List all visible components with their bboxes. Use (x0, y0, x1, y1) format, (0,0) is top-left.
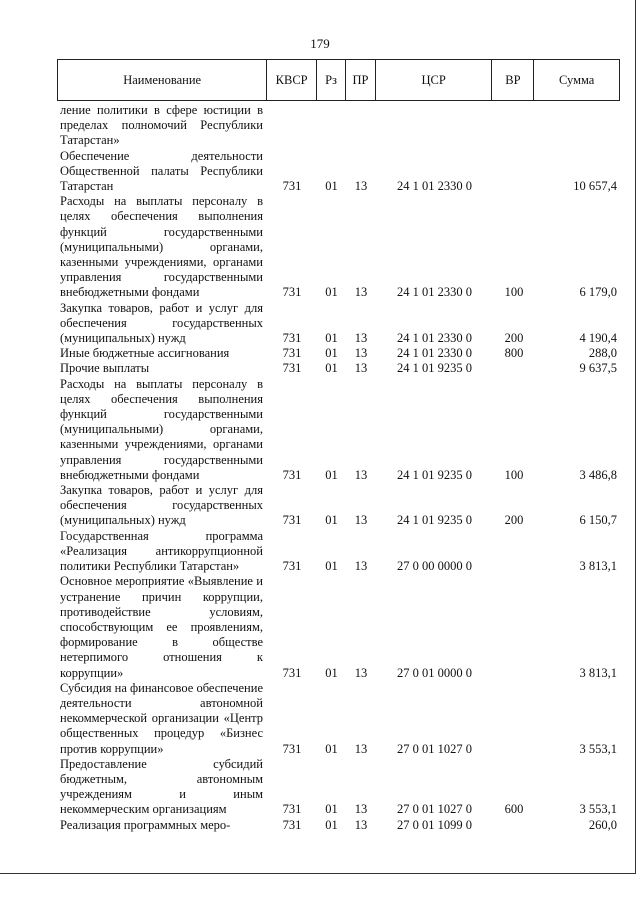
row-rz: 01 (325, 361, 338, 376)
row-name: Расходы на выплаты персоналу в целях обеспечения выполнения функций государственными (муниципальными) органами, казенными учреждениями, органами управления государственными внебюджетными фондами (60, 376, 263, 482)
row-vr: 200 (504, 513, 524, 528)
row-kvsr: 731 (282, 346, 302, 361)
row-pr: 13 (354, 361, 368, 376)
row-csr: 24 1 01 2330 0 (397, 179, 472, 194)
row-csr: 24 1 01 2330 0 (397, 331, 472, 346)
row-pr: 13 (354, 665, 368, 680)
row-sum: 3 813,1 (579, 559, 617, 574)
row-csr: 24 1 01 9235 0 (397, 513, 472, 528)
row-pr: 13 (354, 331, 368, 346)
row-name: Закупка товаров, работ и услуг для обеспечения государственных (муниципальных) нужд (60, 483, 263, 528)
header-kvsr: КВСР (266, 60, 316, 100)
row-csr: 27 0 00 0000 0 (397, 559, 472, 574)
table-row (60, 103, 620, 149)
page-frame-right-edge (635, 0, 636, 873)
row-kvsr: 731 (282, 802, 302, 817)
row-rz: 01 (325, 802, 338, 817)
row-sum: 288,0 (588, 346, 617, 361)
header-csr: ЦСР (375, 60, 492, 100)
row-sum: 4 190,4 (579, 331, 617, 346)
row-rz: 01 (325, 179, 338, 194)
row-csr: 27 0 01 1027 0 (397, 802, 472, 817)
row-sum: 6 179,0 (579, 285, 617, 300)
row-pr: 13 (354, 179, 368, 194)
table-row (60, 681, 620, 757)
table-row (60, 301, 620, 347)
row-csr: 24 1 01 2330 0 (397, 346, 472, 361)
row-vr: 100 (504, 285, 524, 300)
row-csr: 24 1 01 2330 0 (397, 285, 472, 300)
row-kvsr: 731 (282, 361, 302, 376)
row-kvsr: 731 (282, 467, 302, 482)
row-pr: 13 (354, 559, 368, 574)
row-pr: 13 (354, 802, 368, 817)
row-rz: 01 (325, 665, 338, 680)
page-number: 179 (310, 36, 330, 51)
header-rz: Рз (316, 60, 345, 100)
row-name: ление политики в сфере юстиции в пределах полномочий Республики Татарстан» (60, 103, 263, 148)
table-row (60, 149, 620, 195)
row-csr: 27 0 01 1027 0 (397, 741, 472, 756)
row-pr: 13 (354, 346, 368, 361)
row-pr: 13 (354, 817, 368, 832)
row-name: Иные бюджетные ассигнования (60, 346, 230, 361)
row-rz: 01 (325, 559, 338, 574)
row-rz: 01 (325, 817, 338, 832)
row-rz: 01 (325, 513, 338, 528)
row-sum: 9 637,5 (579, 361, 617, 376)
row-vr: 800 (504, 346, 524, 361)
table-header (57, 59, 620, 101)
row-rz: 01 (325, 285, 338, 300)
row-name: Государственная программа «Реализация антикоррупционной политики Республики Татарстан» (60, 528, 263, 574)
row-kvsr: 731 (282, 285, 302, 300)
row-name: Закупка товаров, работ и услуг для обеспечения государственных (муниципальных) нужд (60, 300, 263, 346)
table-row (60, 757, 620, 818)
row-kvsr: 731 (282, 741, 302, 756)
row-sum: 260,0 (588, 817, 617, 832)
row-kvsr: 731 (282, 665, 302, 680)
row-kvsr: 731 (282, 817, 302, 832)
row-csr: 27 0 01 0000 0 (397, 665, 472, 680)
table-row (60, 574, 620, 680)
row-name: Обеспечение деятельности Общественной палаты Республики Татарстан (60, 148, 263, 194)
row-kvsr: 731 (282, 513, 302, 528)
row-rz: 01 (325, 467, 338, 482)
row-csr: 24 1 01 9235 0 (397, 361, 472, 376)
row-name: Реализация программных меро- (60, 817, 231, 832)
row-rz: 01 (325, 346, 338, 361)
row-pr: 13 (354, 741, 368, 756)
row-vr: 600 (504, 802, 524, 817)
row-pr: 13 (354, 513, 368, 528)
row-csr: 27 0 01 1099 0 (397, 817, 472, 832)
table-row (60, 361, 620, 376)
row-sum: 3 553,1 (579, 741, 617, 756)
row-kvsr: 731 (282, 331, 302, 346)
row-sum: 3 553,1 (579, 802, 617, 817)
row-name: Прочие выплаты (60, 361, 150, 376)
page-frame-bottom-edge (0, 873, 636, 874)
row-name: Предоставление субсидий бюджетным, автономным учреждениям и иным некоммерческим организациям (60, 756, 263, 817)
row-sum: 6 150,7 (579, 513, 617, 528)
row-sum: 3 486,8 (579, 467, 617, 482)
header-pr: ПР (345, 60, 375, 100)
row-kvsr: 731 (282, 559, 302, 574)
table-row (60, 529, 620, 575)
table-row (60, 818, 620, 833)
header-name: Наименование (123, 72, 202, 87)
table-body (60, 103, 620, 833)
row-pr: 13 (354, 467, 368, 482)
header-vr: ВР (491, 60, 533, 100)
row-csr: 24 1 01 9235 0 (397, 467, 472, 482)
table-row (60, 346, 620, 361)
row-sum: 3 813,1 (579, 665, 617, 680)
row-kvsr: 731 (282, 179, 302, 194)
row-name: Субсидия на финансовое обеспечение деятельности автономной некоммерческой организации «Центр общественных процедур «Бизнес против коррупции» (60, 680, 263, 756)
row-name: Расходы на выплаты персоналу в целях обеспечения выполнения функций государственными (муниципальными) органами, казенными учреждениями, органами управления государственными внебюджетными фондами (60, 194, 263, 300)
table-row (60, 377, 620, 483)
row-rz: 01 (325, 331, 338, 346)
row-name: Основное мероприятие «Выявление и устранение причин коррупции, противодействие условиям, способствующим ее проявлениям, формирование в обществе нетерпимого отношения к коррупции» (60, 574, 263, 680)
table-row (60, 483, 620, 529)
row-pr: 13 (354, 285, 368, 300)
header-sum: Сумма (533, 60, 619, 100)
row-vr: 100 (504, 467, 524, 482)
row-sum: 10 657,4 (573, 179, 617, 194)
row-rz: 01 (325, 741, 338, 756)
table-row (60, 194, 620, 300)
row-vr: 200 (504, 331, 524, 346)
